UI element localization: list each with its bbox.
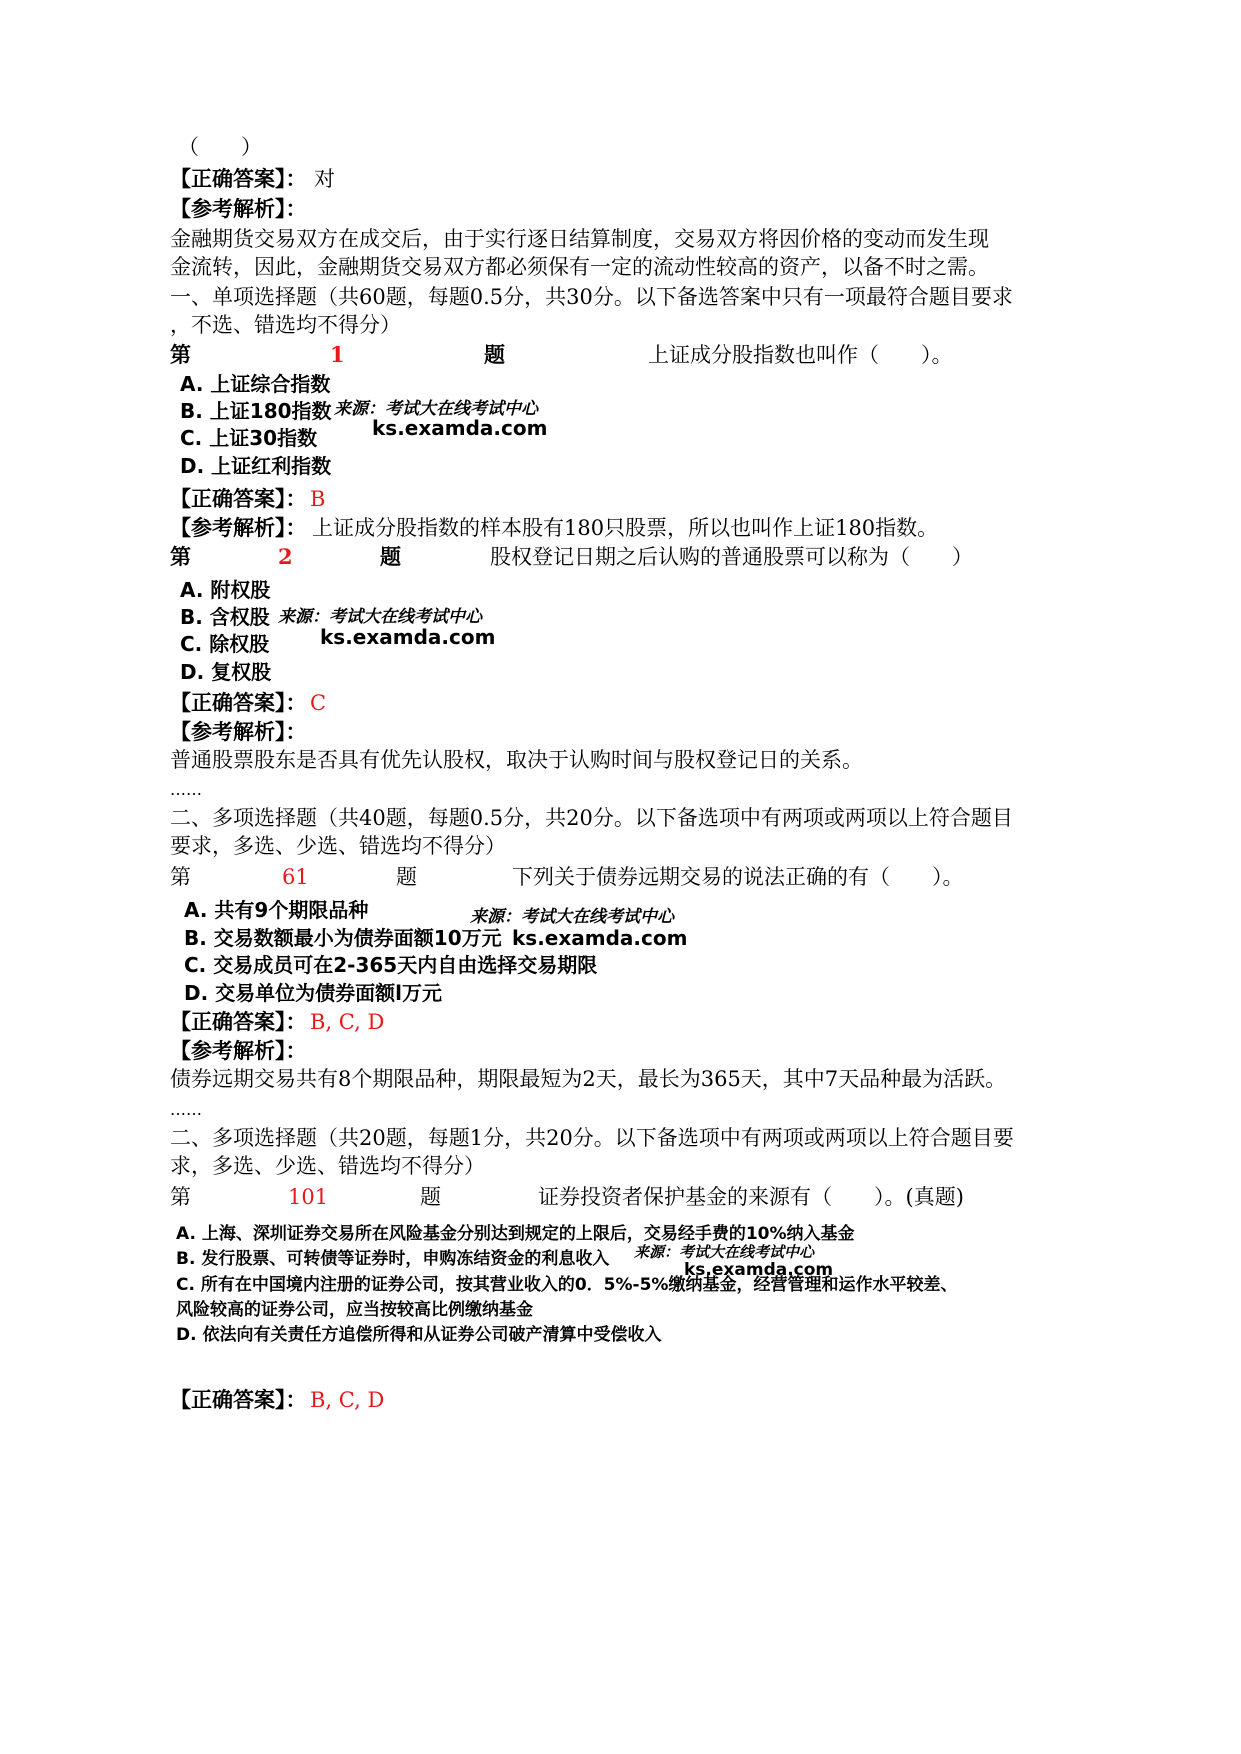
section-heading: 一、单项选择题（共60题，每题0.5分，共30分。以下备选答案中只有一项最符合题目要求 <box>170 285 1013 309</box>
section-heading: 要求，多选、少选、错选均不得分） <box>170 834 506 858</box>
option-a: A. 上海、深圳证券交易所在风险基金分别达到规定的上限后，交易经手费的10%纳入基金 <box>176 1224 855 1244</box>
watermark-source: 来源：考试大在线考试中心 <box>278 607 482 627</box>
analysis-text: 债券远期交易共有8个期限品种，期限最短为2天，最长为365天，其中7天品种最为活跃。 <box>170 1067 1007 1091</box>
section-heading: 二、多项选择题（共40题，每题0.5分，共20分。以下备选项中有两项或两项以上符合题目 <box>170 806 1013 830</box>
answer-value: B, C, D <box>310 1388 385 1412</box>
watermark-source: 来源：考试大在线考试中心 <box>470 907 674 927</box>
answer-label: 【正确答案】： <box>170 690 307 715</box>
analysis-text: 上证成分股指数的样本股有180只股票，所以也叫作上证180指数。 <box>312 516 939 540</box>
option-d: D. 上证红利指数 <box>180 454 332 478</box>
question-prefix: 第 <box>170 865 191 889</box>
answer-label: 【正确答案】： <box>170 1009 307 1034</box>
ellipsis: …… <box>170 1100 202 1119</box>
question-text: 股权登记日期之后认购的普通股票可以称为（ ） <box>490 545 973 569</box>
option-c: C. 所有在中国境内注册的证券公司，按其营业收入的0．5%-5%缴纳基金，经营管理和运作水平较差、 <box>176 1275 958 1295</box>
watermark-url: ks.examda.com <box>684 1260 834 1280</box>
question-suffix: 题 <box>420 1185 441 1209</box>
section-heading: ，不选、错选均不得分） <box>170 313 401 337</box>
option-d: D. 交易单位为债券面额l万元 <box>184 981 443 1005</box>
question-number: 2 <box>278 544 293 569</box>
answer-value: B <box>310 487 326 511</box>
question-suffix: 题 <box>396 865 417 889</box>
answer-label: 【正确答案】： <box>170 166 307 191</box>
option-a: A. 上证综合指数 <box>180 372 331 396</box>
analysis-label: 【参考解析】： <box>170 719 307 744</box>
question-number: 61 <box>282 865 309 889</box>
answer-paren: （ ） <box>178 135 262 159</box>
analysis-label: 【参考解析】： <box>170 1038 307 1063</box>
question-number: 1 <box>330 342 345 367</box>
question-suffix: 题 <box>380 544 401 569</box>
ellipsis: …… <box>170 780 202 799</box>
answer-label: 【正确答案】： <box>170 1387 307 1412</box>
option-d: D. 复权股 <box>180 660 272 684</box>
answer-value: B, C, D <box>310 1010 385 1034</box>
watermark-source: 来源：考试大在线考试中心 <box>634 1243 815 1261</box>
option-b: B. 发行股票、可转债等证券时，申购冻结资金的利息收入 <box>176 1249 610 1269</box>
option-a: A. 共有9个期限品种 <box>184 898 369 922</box>
analysis-label: 【参考解析】： <box>170 196 307 221</box>
analysis-label: 【参考解析】： <box>170 515 307 540</box>
option-d: D. 依法向有关责任方追偿所得和从证券公司破产清算中受偿收入 <box>176 1325 662 1345</box>
question-text: 上证成分股指数也叫作（ ）。 <box>648 343 953 367</box>
answer-value: 对 <box>314 167 335 191</box>
watermark-source: 来源：考试大在线考试中心 <box>334 399 538 419</box>
answer-label: 【正确答案】： <box>170 486 307 511</box>
watermark-url: ks.examda.com <box>320 625 496 649</box>
analysis-text: 金融期货交易双方在成交后，由于实行逐日结算制度，交易双方将因价格的变动而发生现 <box>170 227 989 251</box>
option-b: B. 上证180指数 <box>180 399 332 423</box>
analysis-text: 金流转，因此，金融期货交易双方都必须保有一定的流动性较高的资产，以备不时之需。 <box>170 255 989 279</box>
analysis-text: 普通股票股东是否具有优先认股权，取决于认购时间与股权登记日的关系。 <box>170 748 863 772</box>
question-prefix: 第 <box>170 1185 191 1209</box>
answer-value: C <box>310 691 327 715</box>
question-text: 下列关于债券远期交易的说法正确的有（ ）。 <box>512 865 964 889</box>
option-b: B. 交易数额最小为债券面额10万元 <box>184 926 502 950</box>
option-c: C. 上证30指数 <box>180 426 318 450</box>
option-c: C. 交易成员可在2-365天内自由选择交易期限 <box>184 953 598 977</box>
option-b: B. 含权股 <box>180 605 270 629</box>
option-c: C. 除权股 <box>180 632 270 656</box>
option-a: A. 附权股 <box>180 578 271 602</box>
section-heading: 二、多项选择题（共20题，每题1分，共20分。以下备选项中有两项或两项以上符合题目要 <box>170 1126 1014 1150</box>
section-heading: 求，多选、少选、错选均不得分） <box>170 1154 485 1178</box>
question-prefix: 第 <box>170 342 191 367</box>
watermark-url: ks.examda.com <box>512 926 688 950</box>
question-prefix: 第 <box>170 544 191 569</box>
question-number: 101 <box>288 1185 329 1209</box>
question-text: 证券投资者保护基金的来源有（ ）。(真题) <box>538 1185 964 1209</box>
question-suffix: 题 <box>484 342 505 367</box>
option-c-cont: 风险较高的证券公司，应当按较高比例缴纳基金 <box>176 1300 533 1320</box>
watermark-url: ks.examda.com <box>372 416 548 440</box>
